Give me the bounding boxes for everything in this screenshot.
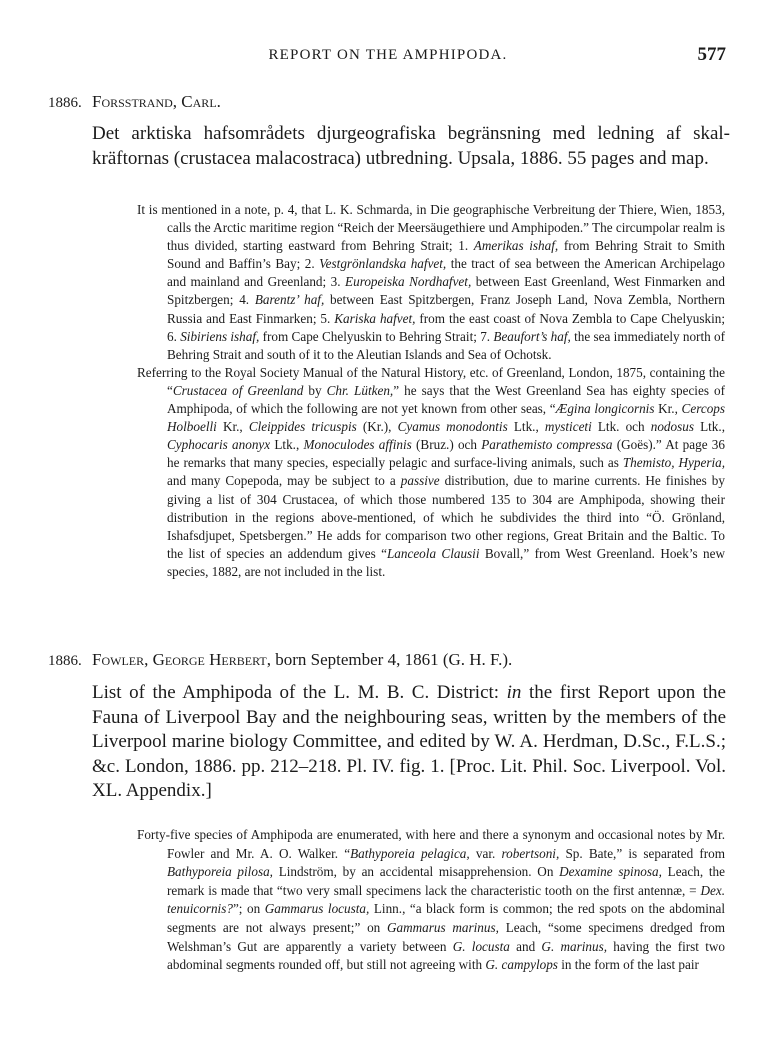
italic-text: Europeiska Nordhafvet, xyxy=(345,274,472,290)
text-run: (Kr.), xyxy=(356,419,398,435)
note-paragraph xyxy=(137,826,725,975)
text-run: from Behring Strait to Smith Sound and Baffin’s Bay; 2. xyxy=(167,238,725,272)
running-title: REPORT ON THE AMPHIPODA. xyxy=(268,47,508,63)
italic-text: Gammarus marinus, xyxy=(387,919,499,935)
text-run: Lindström, by an accidental misapprehension. On xyxy=(272,864,560,880)
italic-text: Dexamine spinosa, xyxy=(559,864,662,880)
text-run: the tract of sea between the American Archipelago and mainland and Greenland; 3. xyxy=(167,256,725,290)
entry-notes xyxy=(137,201,725,581)
text-run: Ltk. och xyxy=(591,419,651,435)
text-run: Kr., xyxy=(654,401,682,417)
italic-text: Kariska hafvet, xyxy=(334,310,416,326)
entry-heading xyxy=(48,92,221,112)
text-run: by xyxy=(303,382,327,398)
text-run: having the first two abdominal segments rounded off, but still not agreeing with xyxy=(167,938,725,973)
text-run: List of the Amphipoda of the L. M. B. C. District: xyxy=(92,682,507,703)
text-run: Leach, “some specimens dredged from Welshman’s Gut are apparently a variety between xyxy=(167,919,725,954)
italic-text: G. locusta xyxy=(452,938,510,954)
note-paragraph xyxy=(137,201,725,364)
italic-text: Cleippides tricuspis xyxy=(248,419,357,435)
italic-text: Themisto, Hyperia, xyxy=(622,455,726,471)
italic-text: Monoculodes affinis xyxy=(303,437,412,453)
italic-text: Dex. tenuicornis? xyxy=(167,882,725,917)
text-run: Ltk., xyxy=(693,419,725,435)
italic-text: G. campylops xyxy=(485,957,558,973)
entry-author: Forsstrand, Carl. xyxy=(92,92,221,111)
text-run: between East Greenland, West Finmarken and Spitzbergen; 4. xyxy=(167,274,725,308)
text-run: and many Copepoda, may be subject to a xyxy=(167,473,401,489)
italic-text: Crustacea of Greenland xyxy=(172,382,304,398)
italic-text: Cyphocaris anonyx xyxy=(167,437,271,453)
entry-heading xyxy=(48,650,512,670)
italic-text: mysticeti xyxy=(544,419,592,435)
entry-title xyxy=(92,681,726,804)
text-run: in the form of the last pair xyxy=(557,957,699,973)
text-run: and xyxy=(509,938,542,954)
entry-title: Det arktiska hafsområdets djurgeografiska begränsning med ledning af skalkräftornas (crustacea malacostraca) utbredning. Upsala, 1886. 55 pages and map. xyxy=(92,123,730,169)
entry-author: Fowler, George Herbert, xyxy=(92,650,271,669)
italic-text: robertsoni, xyxy=(501,845,560,861)
italic-text: Cyamus monodontis xyxy=(397,419,508,435)
italic-text: Ægina longicornis xyxy=(555,401,655,417)
text-run: Kr., xyxy=(216,419,249,435)
entry-notes xyxy=(137,826,725,975)
italic-text: Lanceola Clausii xyxy=(386,545,480,561)
italic-text: Amerikas ishaf, xyxy=(473,238,559,254)
page-number: 577 xyxy=(697,44,726,65)
italic-text: Beaufort’s haf, xyxy=(493,328,571,344)
text-run: Forty-five species of Amphipoda are enumerated, with here and there a synonym and occasional notes by Mr. Fowler and Mr. A. O. Walker. “ xyxy=(137,827,725,861)
running-header xyxy=(0,44,776,68)
text-run: It is mentioned in a note, p. 4, that L. K. Schmarda, in Die geographische Verbreitung der Thiere, Wien, 1853, calls the Arctic maritime region “Reich der Meersäugethiere und Amphipoden.” The circumpolar realm is thus divided, starting eastward from Behring Strait; 1. xyxy=(137,202,725,254)
text-run: ” he says that the West Greenland Sea has eighty species of Amphipoda, of which the following are not yet known from other seas, “ xyxy=(167,382,725,417)
text-run: (Bruz.) och xyxy=(411,437,482,453)
text-run: distribution, due to marine currents. He finishes by giving a list of 304 Crustacea, of which those numbered 135 to 304 are Amphipoda, showing their distribution in the regions above-mentioned, of which he subdivides the third into “Ö. Grönland, Ishafsdjupet, Spetsbergen.” He adds for comparison two other regions, Great Britain and the Baltic. To the list of species an addendum gives “ xyxy=(167,473,725,561)
italic-text: Chr. Lütken, xyxy=(326,382,394,398)
italic-text: Barentz’ haf, xyxy=(254,292,325,308)
italic-text: passive xyxy=(400,473,440,489)
italic-text: Sibiriens ishaf, xyxy=(180,328,260,344)
text-run: from Cape Chelyuskin to Behring Strait; 7. xyxy=(259,328,494,344)
entry-year: 1886. xyxy=(48,95,82,111)
text-run: ”; on xyxy=(232,901,265,917)
italic-text: G. marinus, xyxy=(541,938,608,954)
text-run: from the east coast of Nova Zembla to Cape Chelyuskin; 6. xyxy=(167,310,725,344)
text-run: (Goës).” At page 36 he remarks that many species, especially pelagic and surface-living animals, such as xyxy=(167,437,725,471)
text-run: Ltk., xyxy=(270,437,304,453)
text-run: between East Spitzbergen, Franz Joseph Land, Nova Zembla, Northern Russia and East Finmarken; 5. xyxy=(167,292,725,326)
italic-text: in xyxy=(506,682,522,703)
italic-text: Bathyporeia pilosa, xyxy=(167,864,273,880)
italic-text: Bathyporeia pelagica, xyxy=(350,845,470,861)
text-run: Referring to the Royal Society Manual of the Natural History, etc. of Greenland, London, 1875, containing the “ xyxy=(137,364,725,398)
entry-year: 1886. xyxy=(48,653,82,669)
text-run: Ltk., xyxy=(507,419,545,435)
note-paragraph xyxy=(137,364,725,581)
italic-text: Vestgrönlandska hafvet, xyxy=(319,256,447,272)
italic-text: Parathemisto compressa xyxy=(481,437,613,453)
text-run: the first Report upon the Fauna of Liverpool Bay and the neighbouring seas, written by the members of the Liverpool marine biology Committee, and edited by W. A. Herdman, D.Sc., F.L.S.; &c. London, 1886. pp. 212–218. Pl. IV. fig. 1. [Proc. Lit. Phil. Soc. Liverpool. Vol. XL. Appendix.] xyxy=(92,682,726,801)
italic-text: Cercops Holboelli xyxy=(167,401,726,435)
italic-text: Gammarus locusta, xyxy=(264,901,370,917)
entry-author-details: born September 4, 1861 (G. H. F.). xyxy=(270,650,513,669)
text-run: Leach, the remark is made that “two very small specimens lack the characteristic tooth on the first antennæ, = xyxy=(167,864,725,898)
text-run: Linn., “a black form is common; the red spots on the abdominal segments are not always present;” on xyxy=(167,901,725,935)
text-run: var. xyxy=(469,845,502,861)
text-run: Bovall,” from West Greenland. Hoek’s new species, 1882, are not included in the list. xyxy=(167,545,726,579)
text-run: Sp. Bate,” is separated from xyxy=(559,845,725,861)
italic-text: nodosus xyxy=(650,419,694,435)
text-run: the sea immediately north of Behring Strait and south of it to the Aleutian Islands and Sea of Ochotsk. xyxy=(167,328,725,362)
